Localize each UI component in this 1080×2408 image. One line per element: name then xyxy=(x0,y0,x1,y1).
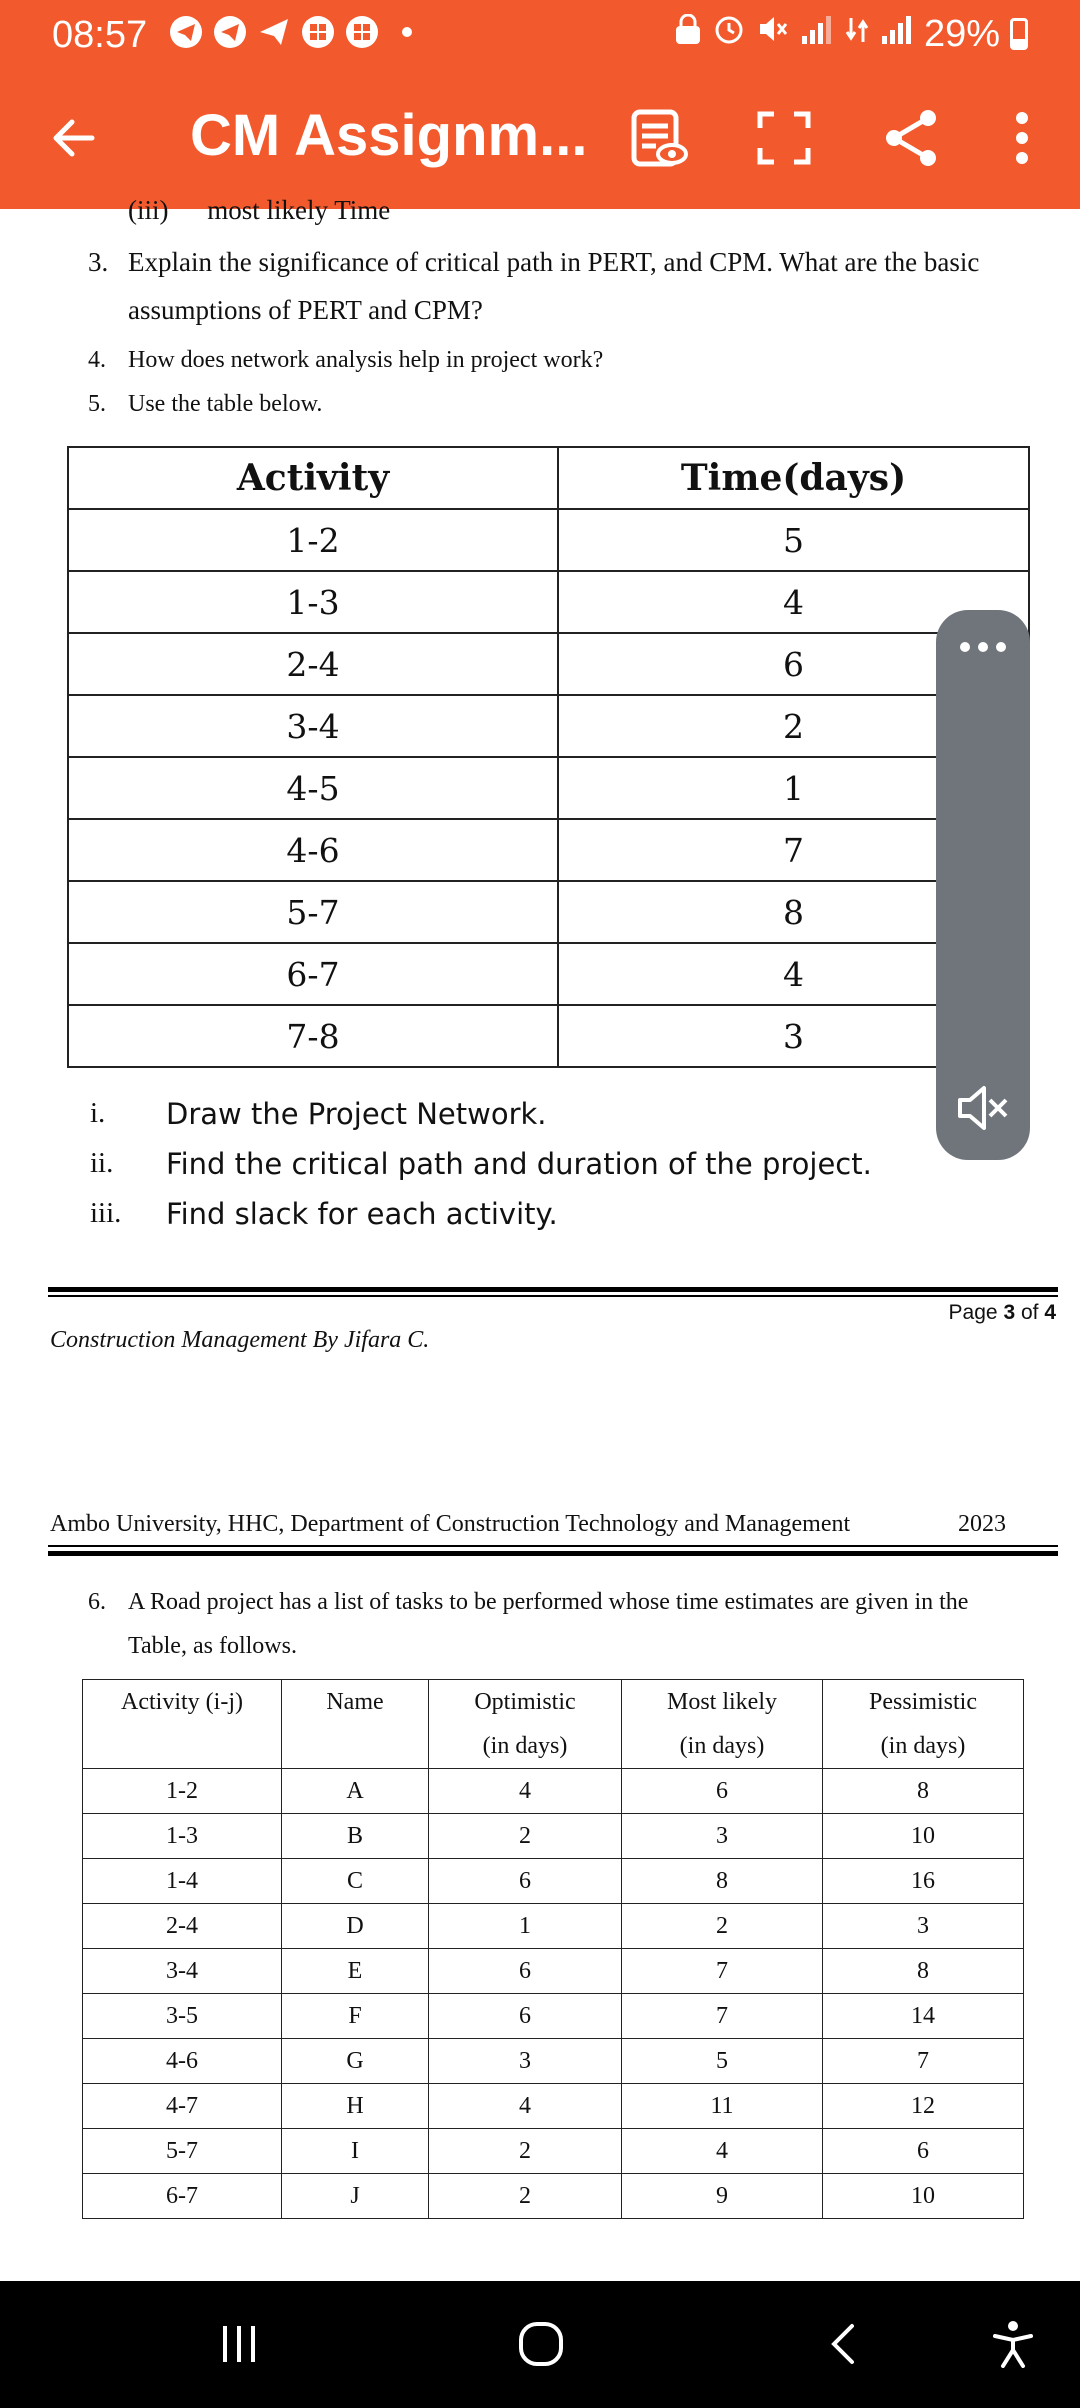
column-header: Activity xyxy=(68,447,558,509)
subquestion-number: ii. xyxy=(90,1147,114,1179)
table-row xyxy=(68,571,1029,633)
subquestion-text: Draw the Project Network. xyxy=(166,1097,547,1131)
document-page xyxy=(0,195,1080,2281)
table-cell: 2-4 xyxy=(83,1904,282,1949)
table-cell: I xyxy=(282,2129,429,2174)
table-cell: 2-4 xyxy=(68,633,558,695)
question-number: 4. xyxy=(88,347,106,373)
status-bar xyxy=(0,0,1080,72)
activity-time-table xyxy=(67,446,1030,1068)
table-row xyxy=(83,1859,1024,1904)
table-cell: 10 xyxy=(823,2174,1024,2219)
table-header-row xyxy=(83,1680,1024,1769)
table-cell: 2 xyxy=(622,1904,823,1949)
signal-icon xyxy=(880,13,914,56)
cut-off-text: most likely Time xyxy=(207,195,391,225)
table-cell: 1 xyxy=(558,757,1029,819)
telegram-icon xyxy=(212,14,248,50)
table-cell: 11 xyxy=(622,2084,823,2129)
table-cell: 5-7 xyxy=(83,2129,282,2174)
table-row xyxy=(83,1949,1024,1994)
header-rule xyxy=(48,1551,1058,1556)
table-cell: 1-4 xyxy=(83,1859,282,1904)
table-cell: 5-7 xyxy=(68,881,558,943)
question-number: 3. xyxy=(88,247,109,277)
table-cell: A xyxy=(282,1769,429,1814)
table-cell: 2 xyxy=(429,2174,622,2219)
table-cell: 2 xyxy=(558,695,1029,757)
table-row xyxy=(83,1994,1024,2039)
battery-icon xyxy=(1010,18,1028,50)
table-cell: 9 xyxy=(622,2174,823,2219)
table-cell: 12 xyxy=(823,2084,1024,2129)
table-cell: 4-6 xyxy=(83,2039,282,2084)
table-row xyxy=(68,1005,1029,1067)
mute-icon xyxy=(756,12,790,56)
table-cell: 8 xyxy=(622,1859,823,1904)
table-row xyxy=(68,695,1029,757)
column-header: Activity (i-j) xyxy=(83,1680,282,1769)
header-rule-thin xyxy=(48,1545,1058,1547)
table-cell: E xyxy=(282,1949,429,1994)
table-row xyxy=(68,819,1029,881)
lock-icon xyxy=(674,13,702,56)
more-dots-icon[interactable] xyxy=(958,640,1008,659)
table-row xyxy=(68,881,1029,943)
more-notifications-dot xyxy=(402,27,412,37)
recent-apps-icon[interactable] xyxy=(204,2309,274,2379)
table-cell: 7 xyxy=(622,1994,823,2039)
back-icon[interactable] xyxy=(808,2309,878,2379)
send-icon xyxy=(256,14,292,50)
table-header-row xyxy=(68,447,1029,509)
table-row xyxy=(83,2084,1024,2129)
table-row xyxy=(83,1814,1024,1859)
alarm-icon xyxy=(712,12,746,56)
column-header: Most likely (in days) xyxy=(622,1680,823,1769)
table-cell: 7 xyxy=(558,819,1029,881)
table-cell: 3-4 xyxy=(83,1949,282,1994)
table-cell: 4 xyxy=(558,571,1029,633)
question-text-cont: assumptions of PERT and CPM? xyxy=(128,295,483,325)
table-row xyxy=(68,943,1029,1005)
table-row xyxy=(68,633,1029,695)
table-cell: 4 xyxy=(622,2129,823,2174)
telegram-icon xyxy=(168,14,204,50)
table-cell: 1-2 xyxy=(83,1769,282,1814)
table-cell: H xyxy=(282,2084,429,2129)
table-cell: 1-3 xyxy=(68,571,558,633)
system-nav-bar xyxy=(0,2281,1080,2408)
pert-estimates-table xyxy=(82,1679,1024,2219)
table-cell: 10 xyxy=(823,1814,1024,1859)
table-cell: 2 xyxy=(429,1814,622,1859)
table-cell: 1 xyxy=(429,1904,622,1949)
share-icon[interactable] xyxy=(880,106,944,170)
table-cell: 3 xyxy=(823,1904,1024,1949)
table-cell: 6-7 xyxy=(83,2174,282,2219)
table-cell: 6 xyxy=(558,633,1029,695)
question-text-cont: Table, as follows. xyxy=(128,1633,297,1659)
table-cell: 4-7 xyxy=(83,2084,282,2129)
question-text: Explain the significance of critical path in PERT, and CPM. What are the basic xyxy=(128,247,980,277)
table-cell: 3 xyxy=(429,2039,622,2084)
table-cell: 2 xyxy=(429,2129,622,2174)
table-cell: D xyxy=(282,1904,429,1949)
cut-off-number: (iii) xyxy=(128,195,169,225)
status-right xyxy=(674,12,1028,56)
table-cell: 6 xyxy=(429,1949,622,1994)
table-cell: 8 xyxy=(558,881,1029,943)
table-row xyxy=(83,2174,1024,2219)
footer-author: Construction Management By Jifara C. xyxy=(50,1327,430,1353)
table-cell: B xyxy=(282,1814,429,1859)
cut-off-line xyxy=(128,195,390,226)
table-row xyxy=(83,1904,1024,1949)
table-row xyxy=(68,509,1029,571)
column-header: Time(days) xyxy=(558,447,1029,509)
column-header: Name xyxy=(282,1680,429,1769)
table-cell: 5 xyxy=(622,2039,823,2084)
question-text: How does network analysis help in project work? xyxy=(128,347,604,373)
table-cell: 7 xyxy=(823,2039,1024,2084)
table-cell: 8 xyxy=(823,1769,1024,1814)
page-header-institution: Ambo University, HHC, Department of Construction Technology and Management xyxy=(50,1511,851,1537)
table-cell: 6 xyxy=(429,1859,622,1904)
table-cell: 16 xyxy=(823,1859,1024,1904)
page-header-year: 2023 xyxy=(958,1511,1006,1537)
reading-mode-icon[interactable] xyxy=(626,106,690,170)
accessibility-icon[interactable] xyxy=(978,2309,1048,2379)
game-controller-icon xyxy=(344,14,380,50)
table-cell: 4 xyxy=(429,1769,622,1814)
home-icon[interactable] xyxy=(506,2309,576,2379)
table-row xyxy=(83,1769,1024,1814)
table-cell: 1-2 xyxy=(68,509,558,571)
table-cell: G xyxy=(282,2039,429,2084)
table-cell: C xyxy=(282,1859,429,1904)
table-cell: 1-3 xyxy=(83,1814,282,1859)
top-bar xyxy=(0,0,1080,209)
table-cell: F xyxy=(282,1994,429,2039)
table-cell: 7 xyxy=(622,1949,823,1994)
question-number: 5. xyxy=(88,391,106,417)
table-cell: 3-4 xyxy=(68,695,558,757)
question-text: Use the table below. xyxy=(128,391,323,417)
notification-icons xyxy=(168,14,412,50)
subquestion-number: iii. xyxy=(90,1197,122,1229)
back-arrow-icon[interactable] xyxy=(48,112,100,164)
table-cell: 6 xyxy=(823,2129,1024,2174)
subquestion-text: Find slack for each activity. xyxy=(166,1197,558,1231)
table-cell: 6-7 xyxy=(68,943,558,1005)
status-time: 08:57 xyxy=(52,14,148,56)
table-cell: 7-8 xyxy=(68,1005,558,1067)
table-cell: 5 xyxy=(558,509,1029,571)
table-cell: 4 xyxy=(429,2084,622,2129)
table-cell: 6 xyxy=(429,1994,622,2039)
column-header: Optimistic (in days) xyxy=(429,1680,622,1769)
table-cell: 6 xyxy=(622,1769,823,1814)
table-cell: 4-5 xyxy=(68,757,558,819)
table-row xyxy=(83,2129,1024,2174)
table-cell: 3 xyxy=(558,1005,1029,1067)
fullscreen-icon[interactable] xyxy=(752,106,816,170)
table-cell: 3-5 xyxy=(83,1994,282,2039)
table-cell: 4-6 xyxy=(68,819,558,881)
table-cell: 4 xyxy=(558,943,1029,1005)
question-text: A Road project has a list of tasks to be performed whose time estimates are given in the xyxy=(128,1589,969,1615)
column-header: Pessimistic (in days) xyxy=(823,1680,1024,1769)
floating-reader-panel[interactable] xyxy=(936,610,1030,1160)
table-row xyxy=(68,757,1029,819)
footer-rule-thin xyxy=(48,1295,1058,1297)
subquestion-text: Find the critical path and duration of the project. xyxy=(166,1147,872,1181)
table-cell: 3 xyxy=(622,1814,823,1859)
table-cell: 14 xyxy=(823,1994,1024,2039)
table-row xyxy=(83,2039,1024,2084)
page-number: Page 3 of 4 xyxy=(948,1301,1056,1324)
game-controller-icon xyxy=(300,14,336,50)
app-bar xyxy=(0,72,1080,209)
document-title: CM Assignm... xyxy=(190,103,588,168)
table-cell: 8 xyxy=(823,1949,1024,1994)
footer-rule xyxy=(48,1287,1058,1292)
battery-percent: 29% xyxy=(923,12,1000,55)
subquestion-number: i. xyxy=(90,1097,106,1129)
data-icon xyxy=(844,13,870,56)
question-number: 6. xyxy=(88,1589,106,1615)
speaker-mute-icon[interactable] xyxy=(956,1082,1012,1139)
table-cell: J xyxy=(282,2174,429,2219)
more-options-icon[interactable] xyxy=(1000,106,1044,170)
signal-icon xyxy=(800,13,834,56)
